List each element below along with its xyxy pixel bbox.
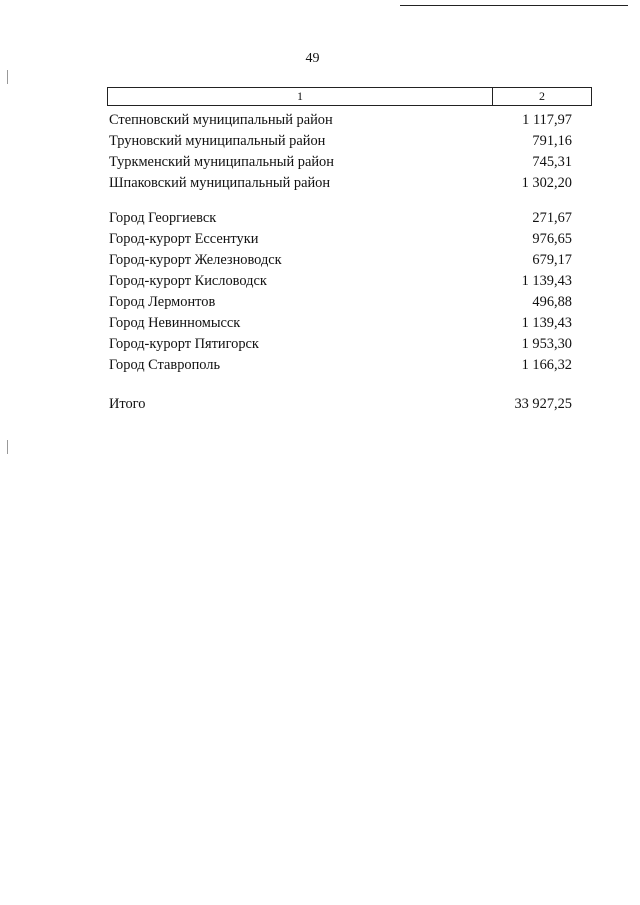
row-value: 791,16 — [532, 133, 572, 149]
total-row — [109, 394, 572, 415]
row-value: 1 953,30 — [521, 336, 572, 352]
top-rule — [400, 5, 628, 6]
table-row — [109, 152, 572, 173]
margin-mark — [7, 70, 8, 84]
row-name: Город-курорт Железноводск — [109, 252, 282, 268]
row-value: 976,65 — [532, 231, 572, 247]
table-row — [109, 334, 572, 355]
table-row — [109, 131, 572, 152]
table-row — [109, 292, 572, 313]
row-name: Город Невинномысск — [109, 315, 241, 331]
total-label: Итого — [109, 396, 146, 412]
total-value: 33 927,25 — [514, 396, 572, 412]
table-body — [109, 110, 572, 415]
row-value: 1 139,43 — [521, 273, 572, 289]
row-value: 1 117,97 — [522, 112, 572, 128]
table-row — [109, 208, 572, 229]
table-row — [109, 173, 572, 194]
margin-mark — [7, 440, 8, 454]
row-value: 1 139,43 — [521, 315, 572, 331]
row-value: 679,17 — [532, 252, 572, 268]
row-name: Город Георгиевск — [109, 210, 217, 226]
row-value: 1 166,32 — [521, 357, 572, 373]
row-value: 496,88 — [532, 294, 572, 310]
row-name: Туркменский муниципальный район — [109, 154, 334, 170]
table-row — [109, 313, 572, 334]
group-spacer — [109, 194, 572, 208]
table-row — [109, 110, 572, 131]
row-value: 271,67 — [532, 210, 572, 226]
table-row — [109, 250, 572, 271]
page-number: 49 — [305, 51, 320, 66]
column-header-1: 1 — [108, 88, 493, 105]
row-name: Шпаковский муниципальный район — [109, 175, 331, 191]
table-header — [107, 87, 592, 106]
table-row — [109, 355, 572, 376]
row-name: Город Лермонтов — [109, 294, 216, 310]
table-row — [109, 271, 572, 292]
table-row — [109, 229, 572, 250]
column-header-2: 2 — [539, 89, 545, 103]
row-name: Степновский муниципальный район — [109, 112, 333, 128]
row-name: Город-курорт Кисловодск — [109, 273, 267, 289]
row-name: Город-курорт Пятигорск — [109, 336, 259, 352]
row-value: 1 302,20 — [521, 175, 572, 191]
total-spacer — [109, 376, 572, 394]
row-name: Город Ставрополь — [109, 357, 221, 373]
row-value: 745,31 — [532, 154, 572, 170]
row-name: Труновский муниципальный район — [109, 133, 326, 149]
row-name: Город-курорт Ессентуки — [109, 231, 259, 247]
